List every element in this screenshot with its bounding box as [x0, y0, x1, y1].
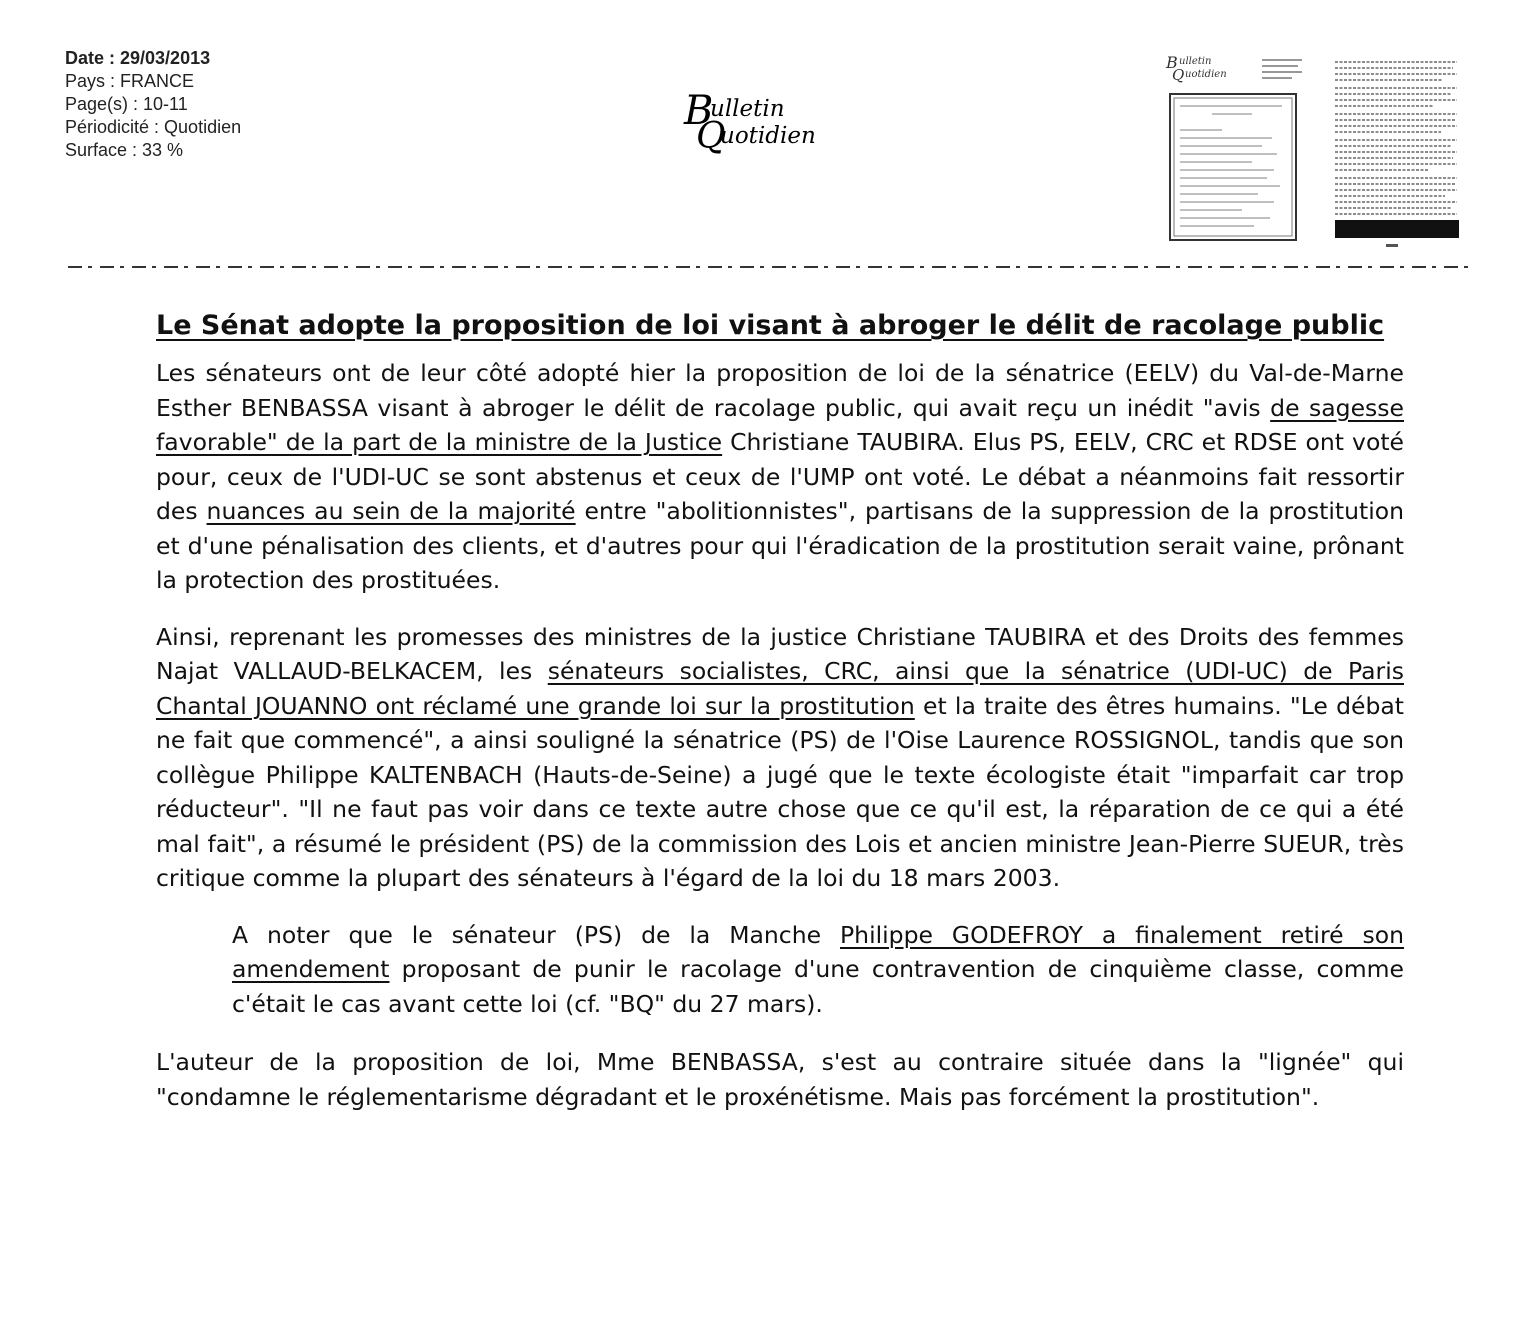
paragraph-3-text-b: proposant de punir le racolage d'une contravention de cinquième classe, comme c'était le cas avant cette loi (cf. "BQ" du 27 mars). — [232, 955, 1404, 1018]
svg-text:Q: Q — [1172, 66, 1185, 84]
logo-initial-q: Q — [696, 116, 726, 157]
document-metadata — [65, 47, 241, 162]
paragraph-1 — [156, 356, 1404, 598]
paragraph-3-text-a: A noter que le sénateur (PS) de la Manche — [232, 920, 840, 949]
meta-date: Date : 29/03/2013 — [65, 48, 211, 68]
logo-initial-b: B — [684, 90, 714, 134]
paragraph-1-text-a: Les sénateurs ont de leur côté adopté hier la proposition de loi de la sénatrice (EELV) du Val-de-Marne Esther BENBASSA visant à abroger le délit de racolage public, qui avait reçu un inédit "avis — [156, 359, 1404, 422]
paragraph-4: L'auteur de la proposition de loi, Mme BENBASSA, s'est au contraire située dans la "lignée" qui "condamne le réglementarisme dégradant et le proxénétisme. Mais pas forcément la prostitution". — [156, 1048, 1404, 1111]
paragraph-3-indented — [232, 918, 1404, 1022]
paragraph-2-text-b: et la traite des êtres humains. "Le débat ne fait que commencé", a ainsi souligné la sénatrice (PS) de l'Oise Laurence ROSSIGNOL, tandis que son collègue Philippe KALTENBACH (Hauts-de-Seine) a jugé que le texte écologiste était "imparfait car trop réducteur". "Il ne faut pas voir dans ce texte autre chose que ce qu'il est, la réparation de ce qui a été mal fait", a résumé le président (PS) de la commission des Lois et ancien ministre Jean-Pierre SUEUR, très critique comme la plupart des sénateurs à l'égard de la loi du 18 mars 2003. — [156, 691, 1405, 892]
paragraph-1-text-c: entre "abolitionnistes", partisans de la suppression de la prostitution et d'une pénalisation des clients, et d'autres pour qui l'éradication de la prostitution serait vaine, prônant la protection des prostituées. — [156, 497, 1405, 594]
svg-text:uotidien: uotidien — [1185, 69, 1227, 80]
logo-word-1: ulletin — [710, 96, 785, 122]
paragraph-1-underline-2: nuances au sein de la majorité — [206, 497, 576, 525]
meta-periodicity: Périodicité : Quotidien — [65, 117, 242, 137]
svg-text:ulletin: ulletin — [1179, 56, 1212, 67]
meta-surface: Surface : 33 % — [65, 140, 184, 160]
newspaper-thumbnail-front — [1162, 50, 1307, 242]
article — [156, 306, 1404, 1114]
paragraph-1-underline-1: de sagesse favorable" de la part de la ministre de la Justice — [156, 393, 1404, 456]
paragraph-2-underline-1: sénateurs socialistes, CRC, ainsi que la sénatrice (UDI-UC) de Paris Chantal JOUANNO ont réclamé une grande loi sur la prostitution — [156, 657, 1404, 720]
paragraph-2 — [156, 620, 1404, 896]
newspaper-thumbnail-page — [1333, 58, 1461, 240]
paragraph-1-text-b: Christiane TAUBIRA. Elus PS, EELV, CRC et RDSE ont voté pour, ceux de l'UDI-UC se sont abstenus et ceux de l'UMP ont voté. Le débat a néanmoins fait ressortir des — [156, 428, 1404, 525]
header-separator — [68, 266, 1468, 268]
paragraph-2-text-a: Ainsi, reprenant les promesses des ministres de la justice Christiane TAUBIRA et des Droits des femmes Najat VALLAUD-BELKACEM, les — [156, 622, 1404, 685]
article-title: Le Sénat adopte la proposition de loi visant à abroger le délit de racolage public — [156, 310, 1385, 341]
svg-text:B: B — [1166, 53, 1178, 72]
thumbnail-page-mark — [1386, 244, 1398, 247]
paragraph-3-underline-1: Philippe GODEFROY a finalement retiré son amendement — [232, 920, 1405, 983]
bulletin-quotidien-logo — [682, 90, 852, 160]
meta-country: Pays : FRANCE — [65, 71, 195, 91]
logo-word-2: uotidien — [720, 123, 816, 149]
meta-pages: Page(s) : 10-11 — [65, 94, 188, 114]
